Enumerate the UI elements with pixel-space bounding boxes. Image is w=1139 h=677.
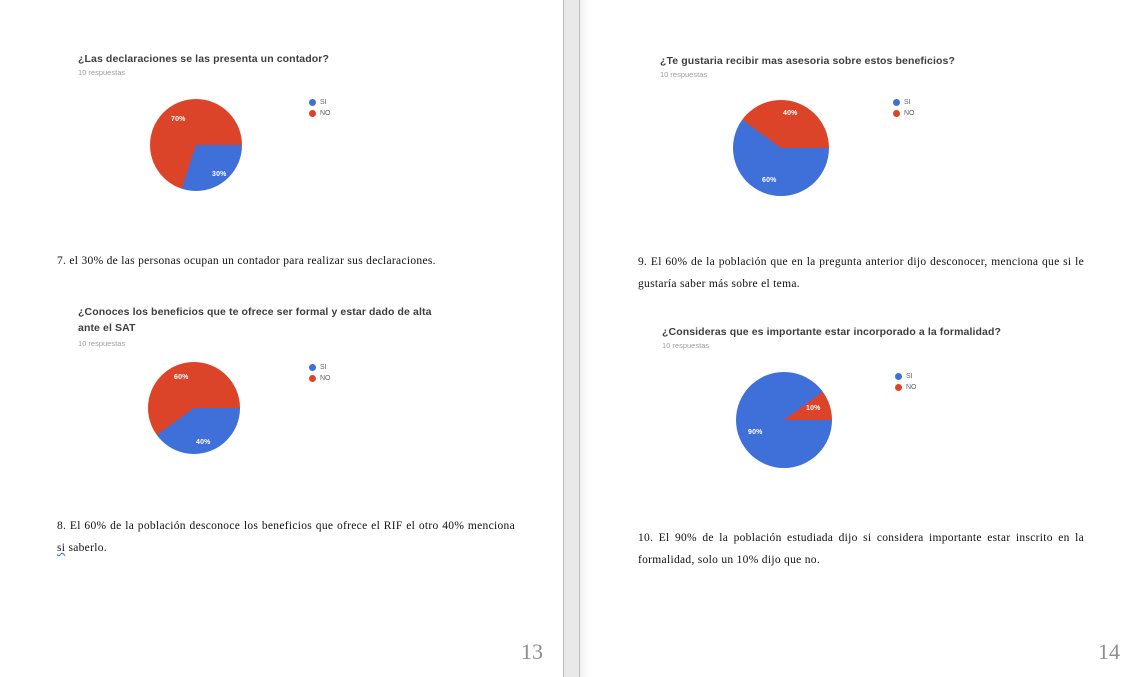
legend [309,99,331,121]
legend-label: NO [904,110,915,117]
document-page-13 [0,0,563,677]
page-divider [563,0,580,677]
legend-item [895,373,917,380]
pie-slice-label: 40% [196,439,211,446]
legend-dot-si [309,99,316,106]
chart-title: ¿Te gustaria recibir mas asesoria sobre estos beneficios? [660,55,955,67]
document-page-14 [580,0,1139,677]
chart-title: ¿Consideras que es importante estar incorporado a la formalidad? [662,326,1001,338]
pie-slice-label: 90% [748,429,763,436]
legend [893,99,915,121]
legend-label: NO [320,375,331,382]
pie-chart [148,362,240,454]
legend-item [893,99,915,106]
chart-title: ¿Las declaraciones se las presenta un contador? [78,53,329,65]
chart-subtitle: 10 respuestas [78,68,126,77]
legend-label: NO [906,384,917,391]
legend [309,364,331,386]
page-number: 13 [521,639,543,664]
legend-label: SI [906,373,913,380]
legend-dot-no [309,110,316,117]
pie-slice-label: 60% [762,177,777,184]
legend-dot-no [309,375,316,382]
legend-item [309,110,331,117]
pie-slice-label: 10% [806,405,821,412]
legend-item [309,375,331,382]
legend-dot-si [893,99,900,106]
chart-subtitle: 10 respuestas [662,341,710,350]
paragraph-text: saberlo. [65,542,107,554]
pie-slice-label: 40% [783,110,798,117]
legend [895,373,917,395]
body-paragraph-10: 10. El 90% de la población estudiada dijo si considera importante estar inscrito en la formalidad, solo un 10% dijo que no. [638,532,1084,566]
legend-label: NO [320,110,331,117]
legend-item [893,110,915,117]
misspelled-word: si [57,542,66,554]
body-paragraph-7: 7. el 30% de las personas ocupan un contador para realizar sus declaraciones. [57,255,436,267]
paragraph-text: 8. El 60% de la población desconoce los beneficios que ofrece el RIF el otro 40% menciona [57,520,515,532]
legend-label: SI [320,99,327,106]
pie-slice-label: 70% [171,116,186,123]
legend-dot-si [895,373,902,380]
legend-item [309,99,331,106]
pie-slice-label: 60% [174,374,189,381]
legend-dot-no [895,384,902,391]
chart-title: ¿Conoces los beneficios que te ofrece ser formal y estar dado de alta ante el SAT [78,306,432,334]
legend-label: SI [320,364,327,371]
legend-label: SI [904,99,911,106]
pie-chart [733,100,829,196]
page-number: 14 [1098,639,1120,664]
legend-dot-si [309,364,316,371]
body-paragraph-8 [57,515,515,559]
legend-dot-no [893,110,900,117]
chart-subtitle: 10 respuestas [660,70,708,79]
pie-chart [150,99,242,191]
pie-chart [736,372,832,468]
legend-item [895,384,917,391]
body-paragraph-9: 9. El 60% de la población que en la pregunta anterior dijo desconocer, menciona que si le gustaría saber más sobre el tema. [638,256,1084,290]
chart-subtitle: 10 respuestas [78,339,126,348]
legend-item [309,364,331,371]
pie-slice-label: 30% [212,171,227,178]
